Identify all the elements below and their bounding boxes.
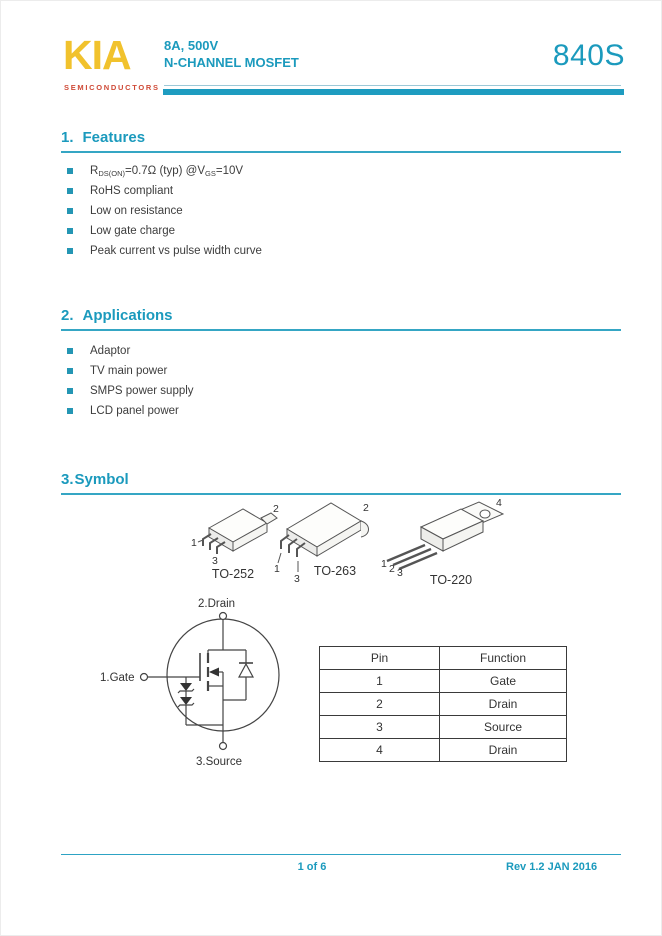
package-drawing-to252 (181, 498, 286, 583)
bullet-icon (67, 208, 73, 214)
pin-label: 1 (191, 537, 197, 549)
features-heading (61, 129, 621, 153)
feature-item-label: Low gate charge (90, 225, 176, 237)
table-header-row (320, 647, 567, 670)
pin-label: 1 (381, 558, 387, 570)
function-cell: Drain (440, 739, 567, 762)
pin-label: 3 (294, 573, 300, 585)
application-item-label: SMPS power supply (90, 385, 194, 397)
features-heading-label: Features (82, 129, 146, 146)
feature-item (67, 163, 607, 183)
column-header-function: Function (440, 647, 567, 670)
package-name: TO-220 (429, 573, 473, 587)
application-item (67, 403, 607, 423)
brand-logo: KIA (63, 32, 131, 78)
brand-tagline: SEMICONDUCTORS (64, 83, 160, 92)
table-row (320, 670, 567, 693)
feature-item-label: Peak current vs pulse width curve (90, 245, 262, 257)
pin-label: 4 (496, 497, 502, 509)
page-number: 1 of 6 (297, 861, 327, 873)
symbol-heading-number: 3. (61, 471, 74, 488)
features-heading-number: 1. (61, 129, 74, 146)
pin-label: 2 (273, 503, 279, 515)
gate-label: 1.Gate (100, 672, 135, 684)
function-cell: Drain (440, 693, 567, 716)
pin-cell: 1 (320, 670, 440, 693)
application-item (67, 343, 607, 363)
feature-item (67, 183, 607, 203)
drain-label: 2.Drain (198, 598, 236, 610)
mosfet-symbol-drawing (86, 593, 331, 783)
applications-heading-number: 2. (61, 307, 74, 324)
bullet-icon (67, 388, 73, 394)
package-drawing-to220 (379, 495, 514, 590)
bullet-icon (67, 228, 73, 234)
package-name: TO-263 (313, 564, 357, 578)
pin-label: 3 (212, 555, 218, 567)
pin-label: 2 (389, 563, 395, 575)
pin-label: 1 (274, 563, 280, 575)
application-item-label: Adaptor (90, 345, 131, 357)
function-cell: Source (440, 716, 567, 739)
pin-label: 2 (363, 502, 369, 514)
symbol-heading (61, 471, 621, 495)
source-label: 3.Source (196, 756, 243, 768)
pin-cell: 3 (320, 716, 440, 739)
function-cell: Gate (440, 670, 567, 693)
feature-item-label: RoHS compliant (90, 185, 174, 197)
application-item (67, 363, 607, 383)
feature-item (67, 203, 607, 223)
applications-heading (61, 307, 621, 331)
package-name: TO-252 (211, 567, 255, 581)
bullet-icon (67, 168, 73, 174)
applications-list (67, 343, 607, 423)
feature-item (67, 243, 607, 263)
pin-label: 3 (397, 567, 403, 579)
symbol-heading-label: Symbol (74, 471, 129, 488)
header-rule-thin (164, 85, 621, 86)
table-row (320, 716, 567, 739)
feature-item-label: $R_{DS(ON)}=0.7\Omega$ (typ) $@V_{GS}=10V$ (90, 165, 244, 178)
table-row (320, 693, 567, 716)
pin-cell: 4 (320, 739, 440, 762)
bullet-icon (67, 248, 73, 254)
column-header-pin: Pin (320, 647, 440, 670)
application-item (67, 383, 607, 403)
bullet-icon (67, 188, 73, 194)
table-row (320, 739, 567, 762)
part-number: 840S (552, 39, 625, 72)
bullet-icon (67, 368, 73, 374)
pin-cell: 2 (320, 693, 440, 716)
applications-heading-label: Applications (82, 307, 173, 324)
bullet-icon (67, 408, 73, 414)
device-type: N-CHANNEL MOSFET (164, 55, 299, 70)
device-rating: 8A, 500V (164, 38, 219, 53)
footer-rule (61, 854, 621, 855)
feature-item-label: Low on resistance (90, 205, 183, 217)
header-spec (164, 37, 299, 71)
feature-item (67, 223, 607, 243)
application-item-label: TV main power (90, 365, 168, 377)
revision-label: Rev 1.2 JAN 2016 (506, 861, 598, 873)
pin-function-table (319, 646, 567, 762)
application-item-label: LCD panel power (90, 405, 179, 417)
package-drawing-to263 (273, 493, 388, 588)
header-rule-thick (163, 89, 624, 95)
bullet-icon (67, 348, 73, 354)
features-list (67, 163, 607, 263)
